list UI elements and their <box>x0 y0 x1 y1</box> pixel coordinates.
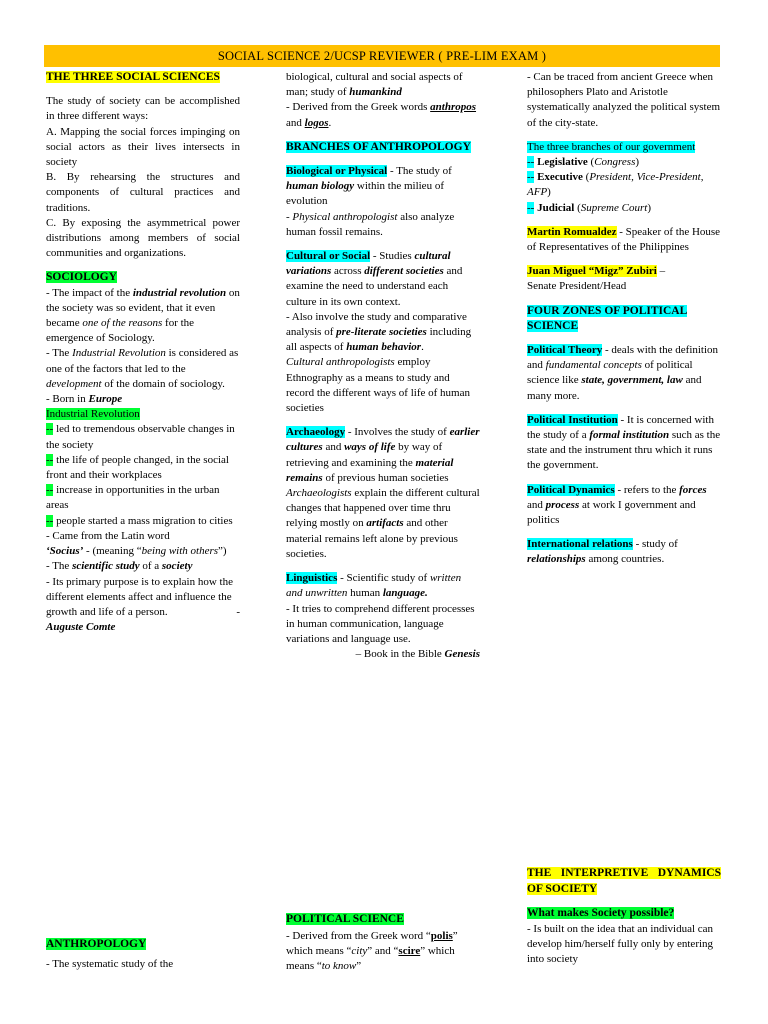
interpretive-dynamics-heading: THE INTERPRETIVE DYNAMICS OF SOCIETY <box>527 867 721 895</box>
sociology-founder: - Auguste Comte <box>46 606 240 634</box>
political-dynamics: Political Dynamics - refers to the forces and process at work I government and politics <box>527 483 707 527</box>
branches-of-anthropology-heading: BRANCHES OF ANTHROPOLOGY <box>286 140 471 153</box>
executive-item: -- Executive (President, Vice-President, AFP) <box>527 171 704 199</box>
sociology-point-2: - The Industrial Revolution is considered as one of the factors that led to the development of the domain of sociology. <box>46 347 239 390</box>
judicial-item: -- Judicial (Supreme Court) <box>527 201 651 214</box>
four-zones-heading: FOUR ZONES OF POLITICAL SCIENCE <box>527 304 688 332</box>
international-relations: International relations - study of relationships among countries. <box>527 538 678 566</box>
sociology-point-3: - Born in Europe <box>46 393 123 406</box>
ir-item: -- the life of people changed, in the social front and their workplaces <box>46 453 229 482</box>
what-makes-society-text: - Is built on the idea that an individual can develop him/herself fully only by entering into society <box>527 923 714 966</box>
ir-item: -- led to tremendous observable changes in the society <box>46 423 235 451</box>
intro-text: The study of society can be accomplished in three different ways: <box>46 95 240 123</box>
political-science-heading: POLITICAL SCIENCE <box>286 913 404 925</box>
cultural-note-1: - Also involve the study and comparative analysis of pre-literate societies including all aspects of human behavior. <box>286 310 472 354</box>
heading-text: THE THREE SOCIAL SCIENCES <box>46 71 220 83</box>
anthropology-heading <box>46 938 146 950</box>
three-social-sciences-heading <box>46 70 240 85</box>
column-2 <box>286 70 480 662</box>
ir-item: -- increase in opportunities in the urban areas <box>46 484 220 512</box>
biological-note: - Physical anthropologist also analyze human fossil remains. <box>286 210 455 238</box>
political-theory: Political Theory - deals with the definition and fundamental concepts of political science like state, government, law and many more. <box>527 344 719 402</box>
political-institution: Political Institution - It is concerned with the study of a formal institution such as the state and the instrument thru which it runs the government. <box>527 413 721 472</box>
way-c: C. By exposing the asymmetrical power distributions among members of social communities and organizations. <box>46 216 240 260</box>
government-branches-heading: The three branches of our government <box>527 140 696 153</box>
biological-branch: Biological or Physical - The study of human biology within the milieu of evolution <box>286 165 452 208</box>
linguistics-note: - It tries to comprehend different processes in human communication, language variations and language use. <box>286 602 475 645</box>
sociology-definition: - The scientific study of a society <box>46 560 193 573</box>
sociology-point-1: - The impact of the industrial revolution on the society was so evident, that it even became one of the reasons for the emergence of Sociology. <box>46 286 240 345</box>
column-3 <box>527 70 721 568</box>
sociology-purpose: - Its primary purpose is to explain how the different elements affect and influence the growth and life of a person. <box>46 575 233 618</box>
greece-origin: - Can be traced from ancient Greece when philosophers Plato and Aristotle systematically analyzed the political system of the city-state. <box>527 71 721 129</box>
ir-item: -- people started a mass migration to cities <box>46 514 233 527</box>
column-1 <box>46 70 240 636</box>
sociology-heading <box>46 270 240 285</box>
archaeology-branch: Archaeology - Involves the study of earlier cultures and ways of life by way of retrieving and examining the material remains of previous human societies <box>286 426 480 484</box>
sociology-heading-text: SOCIOLOGY <box>46 271 117 284</box>
speaker-entry: Martin Romualdez - Speaker of the House of Representatives of the Philippines <box>527 225 721 254</box>
anthropology-greek: - Derived from the Greek words anthropos and logos. <box>286 101 477 129</box>
cultural-note-2: Cultural anthropologists employ Ethnography as a means to study and record the different ways of life of human societies <box>286 356 470 415</box>
legislative-item: -- Legislative (Congress) <box>527 156 640 169</box>
political-science-origin: - Derived from the Greek word “polis” which means “city” and “scire” which means “to know” <box>286 930 458 973</box>
what-makes-society-heading: What makes Society possible? <box>527 907 675 919</box>
cultural-branch: Cultural or Social - Studies cultural variations across different societies and examine the need to understand each culture in its own context. <box>286 250 463 308</box>
linguistics-branch: Linguistics - Scientific study of written and unwritten human language. <box>286 572 462 600</box>
latin-origin: - Came from the Latin word ‘Socius’ - (meaning “being with others”) <box>46 529 227 558</box>
archaeology-note: Archaeologists explain the different cultural changes that happened over time thru relying mostly on artifacts and other material remains left alone by previous societies. <box>286 487 480 560</box>
anthropology-text: - The systematic study of the <box>46 958 174 970</box>
anthropology-continued: biological, cultural and social aspects of man; study of humankind <box>286 71 463 99</box>
linguistics-genesis: – Book in the Bible Genesis <box>355 648 480 661</box>
page-title-banner: SOCIAL SCIENCE 2/UCSP REVIEWER ( PRE-LIM EXAM ) <box>44 45 720 67</box>
way-a: A. Mapping the social forces impinging on social actors as their lives intersects in society <box>46 125 240 169</box>
industrial-revolution-heading: Industrial Revolution <box>46 408 140 421</box>
way-b: B. By rehearsing the structures and components of cultural practices and traditions. <box>46 171 240 214</box>
anthropology-heading-text: ANTHROPOLOGY <box>46 938 147 950</box>
senate-entry: Juan Miguel “Migz” Zubiri – Senate President/Head <box>527 265 666 293</box>
